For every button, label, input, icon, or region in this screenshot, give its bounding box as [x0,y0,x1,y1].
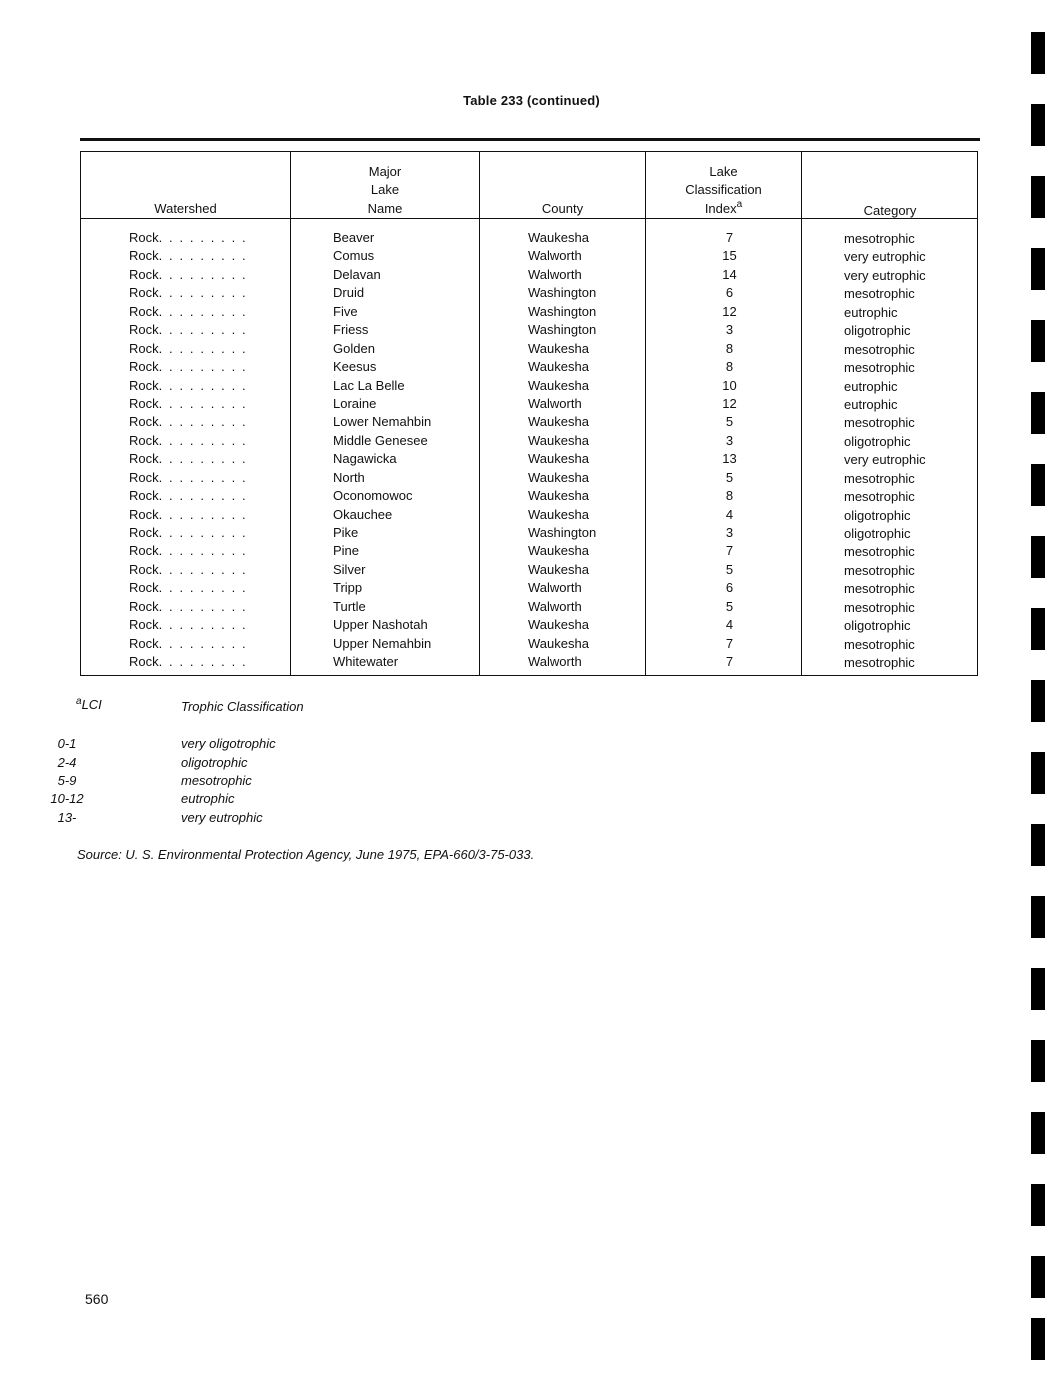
lake-name-cell: Silver [333,561,366,577]
table-row [81,321,979,339]
leader-dots: . . . . . . . . . [158,395,248,411]
watershed-cell [129,542,247,559]
edge-mark [1031,320,1045,362]
category-cell: oligotrophic [844,433,911,449]
county-cell: Walworth [528,598,582,614]
leader-dots: . . . . . . . . . [158,322,248,338]
edge-mark [1031,1184,1045,1226]
watershed-text: Rock [129,488,159,504]
edge-mark [1031,968,1045,1010]
watershed-text: Rock [129,395,159,411]
edge-mark [1031,392,1045,434]
edge-mark [1031,32,1045,74]
lake-name-cell: Whitewater [333,654,399,670]
watershed-text: Rock [129,432,159,448]
edge-mark [1031,104,1045,146]
header-category [802,156,978,220]
watershed-text: Rock [129,285,159,301]
table-row [81,469,979,487]
category-cell: mesotrophic [844,655,915,671]
lci-cell: 8 [725,488,734,504]
leader-dots: . . . . . . . . . [158,506,248,522]
leader-dots: . . . . . . . . . [158,543,248,559]
lake-name-cell: Upper Nashotah [333,617,428,633]
watershed-text: Rock [129,580,159,596]
lci-cell: 5 [725,469,734,485]
category-cell: oligotrophic [844,323,911,339]
page-number: 560 [85,1291,109,1307]
watershed-cell [129,340,247,357]
lake-name-cell: Pine [333,543,360,559]
category-cell: oligotrophic [844,618,911,634]
table-row [81,635,979,653]
lci-cell: 8 [725,340,734,356]
table-row [81,413,979,431]
county-cell: Waukesha [528,506,589,522]
table-row [81,616,979,634]
leader-dots: . . . . . . . . . [158,266,248,282]
county-cell: Waukesha [528,377,589,393]
lake-name-cell: Friess [333,322,369,338]
lake-name-cell: Lac La Belle [333,377,405,393]
category-cell: eutrophic [844,396,898,412]
lake-name-cell: Druid [333,285,365,301]
lake-classification-table [80,151,978,676]
lci-cell: 12 [722,303,737,319]
county-cell: Washington [528,322,597,338]
category-cell: very eutrophic [844,452,926,468]
lake-name-cell: Pike [333,525,359,540]
watershed-text: Rock [129,322,159,338]
county-cell: Waukesha [528,635,589,651]
leader-dots: . . . . . . . . . [158,303,248,319]
watershed-cell [129,303,247,320]
table-row [81,284,979,302]
county-cell: Waukesha [528,543,589,559]
watershed-text: Rock [129,414,159,430]
edge-mark [1031,1318,1045,1360]
category-cell: mesotrophic [844,599,915,615]
lake-name-cell: Upper Nemahbin [333,635,432,651]
top-rule [80,138,980,141]
leader-dots: . . . . . . . . . [158,359,248,375]
trophic-label: very oligotrophic [181,736,276,751]
leader-dots: . . . . . . . . . [158,525,248,540]
lci-cell: 4 [725,506,734,522]
table-row [81,247,979,265]
county-cell: Washington [528,525,597,540]
leader-dots: . . . . . . . . . [158,598,248,614]
category-cell: very eutrophic [844,267,926,283]
watershed-cell [129,247,247,264]
watershed-cell [129,598,247,615]
leader-dots: . . . . . . . . . [158,654,248,670]
watershed-cell [129,266,247,283]
county-cell: Walworth [528,654,582,670]
leader-dots: . . . . . . . . . [158,340,248,356]
leader-dots: . . . . . . . . . [158,432,248,448]
header-lci [646,154,801,218]
category-cell: mesotrophic [844,544,915,560]
edge-mark [1031,536,1045,578]
leader-dots: . . . . . . . . . [158,285,248,301]
footnote-marker: a [76,696,82,707]
category-cell: oligotrophic [844,526,911,541]
category-cell: mesotrophic [844,286,915,302]
watershed-cell [129,358,247,375]
header-line: Lake [370,182,400,197]
category-cell: mesotrophic [844,562,915,578]
category-cell: mesotrophic [844,360,915,376]
header-watershed [81,154,290,218]
watershed-text: Rock [129,230,159,245]
edge-mark [1031,752,1045,794]
header-line: Lake [709,163,738,179]
leader-dots: . . . . . . . . . [158,617,248,633]
table-row [81,377,979,395]
lci-cell: 8 [725,359,734,375]
county-cell: Waukesha [528,451,589,467]
watershed-text: Rock [129,359,159,375]
lake-name-cell: Oconomowoc [333,488,413,504]
county-cell: Waukesha [528,561,589,577]
header-index-text: Index [704,200,737,216]
table-row [81,487,979,505]
leader-dots: . . . . . . . . . [158,377,248,393]
trophic-range: 2-4 [57,755,77,770]
county-cell: Walworth [528,266,582,282]
county-cell: Waukesha [528,469,589,485]
leader-dots: . . . . . . . . . [158,580,248,596]
leader-dots: . . . . . . . . . [158,230,248,245]
lci-cell: 3 [725,322,734,338]
footnote-marker: a [736,198,743,210]
lci-cell: 6 [725,285,734,301]
watershed-text: Rock [129,598,159,614]
watershed-text: Rock [129,654,159,670]
lci-cell: 4 [725,617,734,633]
table-row [81,524,979,542]
county-cell: Waukesha [528,230,589,245]
watershed-text: Rock [129,248,159,264]
lake-name-cell: Tripp [333,580,363,596]
leader-dots: . . . . . . . . . [158,451,248,467]
category-cell: mesotrophic [844,470,915,486]
watershed-cell [129,561,247,578]
table-row [81,340,979,358]
lci-cell: 13 [722,451,737,467]
county-cell: Walworth [528,248,582,264]
lci-cell: 3 [725,525,734,540]
county-cell: Waukesha [528,617,589,633]
source-note: Source: U. S. Environmental Protection Agency, June 1975, EPA-660/3-75-033. [77,847,535,862]
category-cell: very eutrophic [844,249,926,265]
table-row [81,303,979,321]
watershed-cell [129,579,247,596]
table-row [81,229,979,247]
edge-mark [1031,176,1045,218]
watershed-cell [129,395,247,412]
leader-dots: . . . . . . . . . [158,635,248,651]
header-line: Major [368,163,402,179]
header-lake-name [291,154,479,218]
header-line [646,200,801,219]
edge-mark [1031,824,1045,866]
county-cell: Waukesha [528,414,589,430]
county-cell: Washington [528,285,597,301]
category-cell: mesotrophic [844,231,915,246]
county-cell: Washington [528,303,597,319]
county-cell: Waukesha [528,340,589,356]
footnote-key [76,697,102,712]
lci-cell: 7 [725,230,734,245]
watershed-text: Rock [129,525,159,540]
leader-dots: . . . . . . . . . [158,561,248,577]
watershed-cell [129,635,247,652]
watershed-cell [129,229,247,246]
category-cell: eutrophic [844,378,898,394]
watershed-text: Rock [129,543,159,559]
trophic-range: 5-9 [57,773,77,788]
lake-name-cell: Turtle [333,598,366,614]
leader-dots: . . . . . . . . . [158,414,248,430]
lake-name-cell: North [333,469,365,485]
lci-cell: 7 [725,543,734,559]
table-row [81,506,979,524]
watershed-text: Rock [129,617,159,633]
lake-name-cell: Golden [333,340,375,356]
lci-cell: 7 [725,635,734,651]
watershed-cell [129,432,247,449]
watershed-text: Rock [129,469,159,485]
watershed-text: Rock [129,377,159,393]
county-cell: Walworth [528,580,582,596]
category-cell: mesotrophic [844,341,915,357]
watershed-cell [129,616,247,633]
table-row [81,358,979,376]
watershed-cell [129,469,247,486]
lci-cell: 3 [725,432,734,448]
lci-cell: 10 [722,377,737,393]
watershed-text: Rock [129,340,159,356]
trophic-range: 0-1 [57,736,77,751]
watershed-cell [129,487,247,504]
header-line: Watershed [154,200,217,216]
lci-cell: 15 [722,248,737,264]
table-row [81,542,979,560]
category-cell: mesotrophic [844,489,915,505]
edge-mark [1031,680,1045,722]
lake-name-cell: Lower Nemahbin [333,414,432,430]
lake-name-cell: Five [333,303,358,319]
county-cell: Waukesha [528,359,589,375]
watershed-text: Rock [129,451,159,467]
county-cell: Waukesha [528,488,589,504]
watershed-text: Rock [129,506,159,522]
lci-cell: 12 [722,395,737,411]
watershed-text: Rock [129,561,159,577]
table-row [81,266,979,284]
edge-mark [1031,1040,1045,1082]
watershed-cell [129,321,247,338]
watershed-cell [129,506,247,523]
lake-name-cell: Keesus [333,359,377,375]
header-line: Name [367,200,403,216]
trophic-label: oligotrophic [181,755,248,770]
lci-cell: 5 [725,561,734,577]
edge-mark [1031,1256,1045,1298]
category-cell: mesotrophic [844,581,915,597]
lci-cell: 6 [725,580,734,596]
watershed-cell [129,413,247,430]
table-row [81,561,979,579]
watershed-text: Rock [129,635,159,651]
lake-name-cell: Okauchee [333,506,393,522]
watershed-text: Rock [129,303,159,319]
leader-dots: . . . . . . . . . [158,469,248,485]
leader-dots: . . . . . . . . . [158,248,248,264]
watershed-cell [129,653,247,670]
table-title: Table 233 (continued) [463,93,600,108]
watershed-cell [129,524,247,541]
category-cell: eutrophic [844,304,898,320]
header-line: County [541,200,584,216]
watershed-cell [129,377,247,394]
table-row [81,653,979,671]
header-county [480,154,645,218]
trophic-range: 10-12 [50,791,84,806]
trophic-label: mesotrophic [181,773,252,788]
lake-name-cell: Beaver [333,230,375,245]
watershed-cell [129,450,247,467]
leader-dots: . . . . . . . . . [158,488,248,504]
lci-cell: 7 [725,654,734,670]
table-row [81,579,979,597]
table-body [81,229,979,672]
trophic-label: eutrophic [181,791,235,806]
table-row [81,598,979,616]
category-cell: oligotrophic [844,507,911,523]
table-row [81,395,979,413]
lake-name-cell: Comus [333,248,375,264]
header-line: Category [863,202,917,218]
edge-mark [1031,464,1045,506]
footnote-heading: Trophic Classification [181,699,304,714]
county-cell: Walworth [528,395,582,411]
trophic-label: very eutrophic [181,810,263,825]
trophic-range: 13- [57,810,77,825]
header-line: Classification [685,182,762,197]
table-row [81,432,979,450]
lake-name-cell: Loraine [333,395,377,411]
lci-cell: 5 [725,598,734,614]
category-cell: mesotrophic [844,415,915,431]
lake-name-cell: Nagawicka [333,451,397,467]
watershed-cell [129,284,247,301]
edge-mark [1031,896,1045,938]
category-cell: mesotrophic [844,636,915,652]
watershed-text: Rock [129,266,159,282]
footnote-key-label: LCI [81,697,102,712]
county-cell: Waukesha [528,432,589,448]
lake-name-cell: Delavan [333,266,381,282]
edge-mark [1031,608,1045,650]
edge-mark [1031,1112,1045,1154]
lci-cell: 5 [725,414,734,430]
table-row [81,450,979,468]
edge-mark [1031,248,1045,290]
lake-name-cell: Middle Genesee [333,432,428,448]
lci-cell: 14 [722,266,737,282]
